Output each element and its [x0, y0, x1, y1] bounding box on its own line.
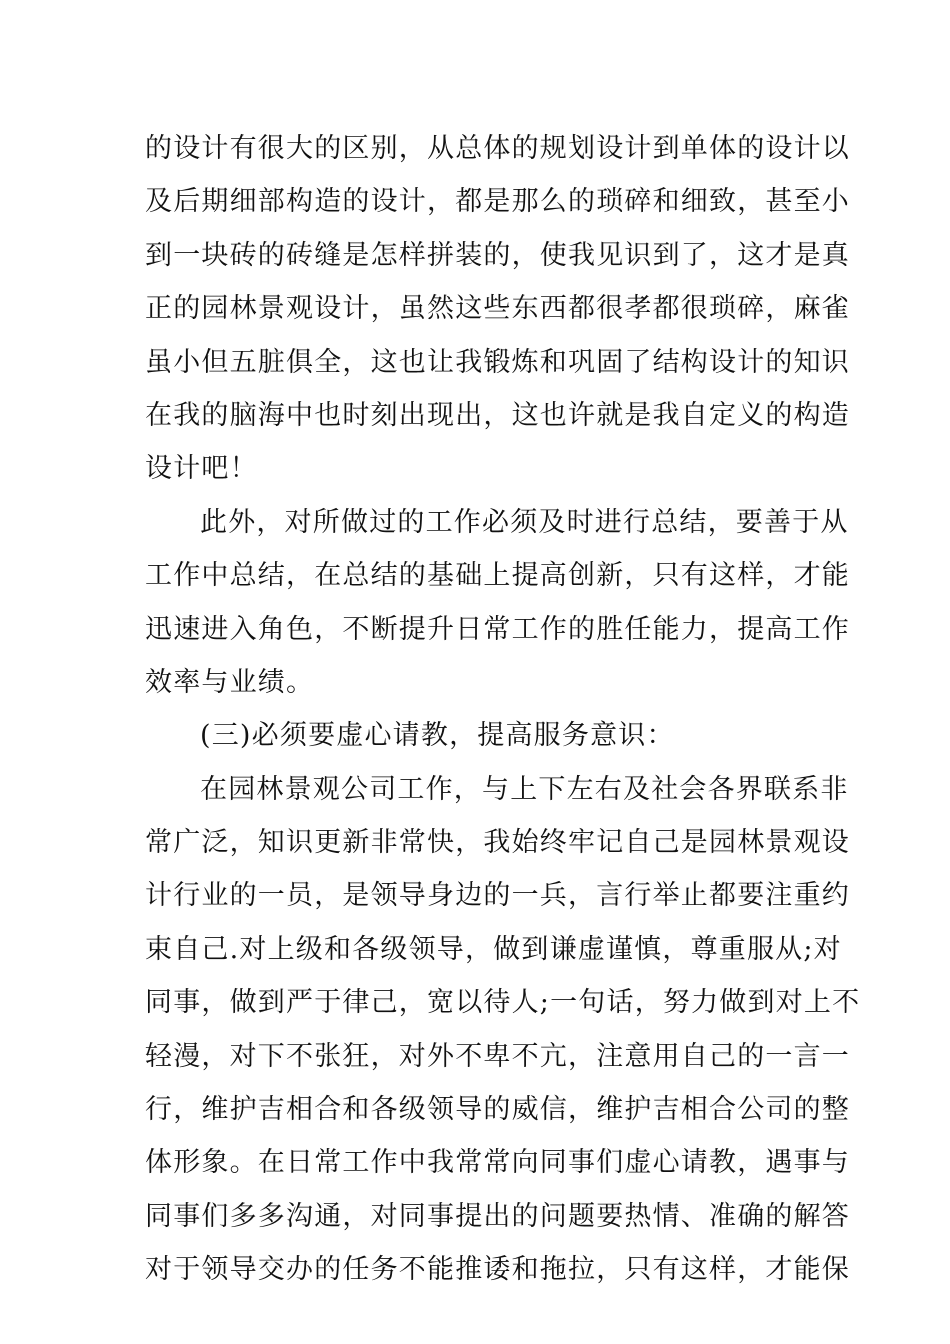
text-line: 计行业的一员，是领导身边的一兵，言行举止都要注重约: [145, 880, 850, 912]
text-line: 效率与业绩。: [145, 666, 315, 698]
text-line: 正的园林景观设计，虽然这些东西都很孝都很琐碎，麻雀: [145, 293, 850, 325]
text-line: 迅速进入角色，不断提升日常工作的胜任能力，提高工作: [145, 613, 850, 645]
text-line: 轻漫，对下不张狂，对外不卑不亢，注意用自己的一言一: [145, 1040, 850, 1072]
section-heading: (三)必须要虚心请教，提高服务意识：: [200, 720, 675, 752]
text-line: 及后期细部构造的设计，都是那么的琐碎和细致，甚至小: [145, 186, 850, 218]
text-line: 束自己.对上级和各级领导，做到谦虚谨慎，尊重服从;对: [145, 933, 842, 965]
text-line: 到一块砖的砖缝是怎样拼装的，使我见识到了，这才是真: [145, 239, 850, 271]
paragraph-start-line: 此外，对所做过的工作必须及时进行总结，要善于从: [200, 506, 849, 538]
text-line: 常广泛，知识更新非常快，我始终牢记自己是园林景观设: [145, 827, 850, 859]
text-line: 同事，做到严于律己，宽以待人;一句话，努力做到对上不: [145, 987, 861, 1019]
body-text: [145, 122, 861, 1297]
text-line: 的设计有很大的区别，从总体的规划设计到单体的设计以: [145, 133, 850, 164]
paragraph-start-line: 在园林景观公司工作，与上下左右及社会各界联系非: [200, 773, 849, 805]
text-line: 虽小但五脏俱全，这也让我锻炼和巩固了结构设计的知识: [145, 346, 850, 378]
text-line: 体形象。在日常工作中我常常向同事们虚心请教，遇事与: [145, 1147, 850, 1179]
text-line: 工作中总结，在总结的基础上提高创新，只有这样，才能: [145, 560, 850, 592]
text-line: 对于领导交办的任务不能推诿和拖拉，只有这样，才能保: [145, 1254, 850, 1286]
text-line: 行，维护吉相合和各级领导的威信，维护吉相合公司的整: [145, 1094, 850, 1126]
text-line: 在我的脑海中也时刻出现出，这也许就是我自定义的构造: [145, 399, 850, 431]
text-line: 设计吧！: [145, 453, 258, 485]
text-line: 同事们多多沟通，对同事提出的问题要热情、准确的解答: [145, 1200, 850, 1232]
